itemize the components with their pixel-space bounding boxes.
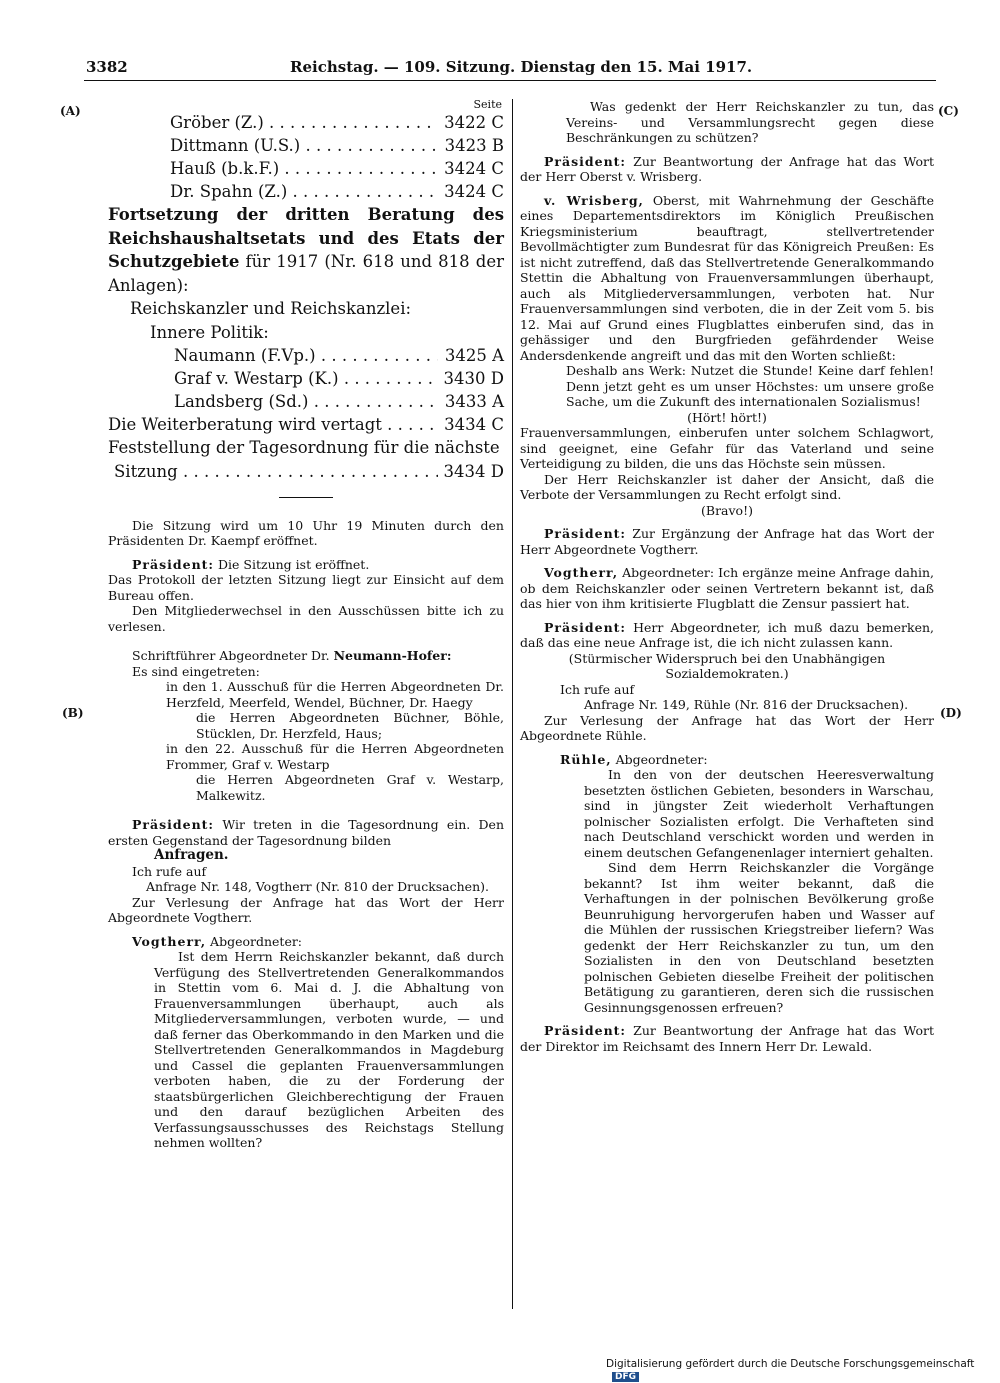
margin-marker-d: (D) [940, 706, 962, 720]
speech-paragraph: Anfrage Nr. 149, Rühle (Nr. 816 der Drucksachen). [584, 697, 909, 712]
toc-innere-politik: Innere Politik: [150, 322, 269, 342]
member-list-line: Es sind eingetreten: [132, 663, 260, 679]
header-rule [84, 80, 936, 81]
speech-paragraph: Ich rufe auf [560, 681, 635, 697]
margin-marker-c: (C) [938, 104, 959, 118]
toc-entry: Hauß (b.k.F.) . . . 3424 C [170, 157, 504, 180]
speech-paragraph: Das Protokoll der letzten Sitzung liegt zur Einsicht auf dem Bureau offen. [108, 572, 504, 603]
speech-paragraph: Anfrage Nr. 148, Vogtherr (Nr. 810 der Drucksachen). [146, 879, 489, 894]
toc-feststellung: Feststellung der Tagesordnung für die nächste [108, 438, 500, 457]
toc-entry: Graf v. Westarp (K.) . . . 3430 D [174, 367, 504, 390]
member-list-line: die Herren Abgeordneten Büchner, Böhle, Stücklen, Dr. Herzfeld, Haus; [196, 710, 504, 741]
speech-paragraph: Frauenversammlungen, einberufen unter solchem Schlagwort, sind geeignet, eine Gefahr für das Vaterland und seine Verteidigung zu bilden, die uns das Höchste sein müssen. [520, 425, 934, 471]
interjection: (Hört! hört!) [687, 409, 767, 425]
quoted-text: Deshalb ans Werk: Nutzet die Stunde! Keine darf fehlen! Denn jetzt geht es um unser Höchstes: um unsere große Sache, um die Zukunft des internationalen Sozialismus! [566, 363, 934, 409]
toc-entry: Landsberg (Sd.) . . . 3433 A [174, 390, 504, 413]
interjection: (Stürmischer Widerspruch bei den Unabhängigen Sozialdemokraten.) [568, 650, 886, 681]
agenda-heading: Anfragen. [154, 847, 229, 863]
footer-credit [606, 1358, 1000, 1382]
speech-paragraph: Zur Verlesung der Anfrage hat das Wort der Herr Abgeordnete Vogtherr. [108, 894, 504, 925]
opening-paragraph: Die Sitzung wird um 10 Uhr 19 Minuten durch den Präsidenten Dr. Kaempf eröffnet. [108, 517, 504, 548]
page-number: 3382 [86, 58, 128, 76]
seite-label: Seite [473, 98, 502, 111]
speech-paragraph: Präsident: Wir treten in die Tagesordnung ein. Den ersten Gegenstand der Tagesordnung bilden [108, 817, 504, 848]
speech-paragraph: Zur Verlesung der Anfrage hat das Wort der Herr Abgeordnete Rühle. [520, 712, 934, 743]
toc-entry: Dittmann (U.S.) . . . 3423 B [170, 134, 504, 157]
toc-entry: Sitzung . . . 3434 D [108, 460, 504, 483]
toc-reichskanzler: Reichskanzler und Reichskanzlei: [130, 299, 412, 318]
left-column [108, 99, 504, 1151]
right-column [520, 99, 934, 1054]
inquiry-text: Sind dem Herrn Reichskanzler die Vorgänge bekannt? Ist ihm weiter bekannt, daß die Verhaftungen in der polnischen Bevölkerung große Beunruhigung hervorgerufen haben und Wasser auf die Mühlen der russischen Kriegstreiber liefern? Was gedenkt der Herr Reichskanzler zu tun, um den Sozialisten in den von Deutschland besetzten polnischen Gebieten dieselbe Freiheit der politischen Betätigung zu garantieren, deren sich die russischen Gesinnungsgenossen erfreuen? [584, 860, 934, 1015]
inquiry-text: Ist dem Herrn Reichskanzler bekannt, daß durch Verfügung des Stellvertretenden Generalkommandos in Stettin vom 6. Mai d. J. die Abhaltung von Frauenversammlungen überhaupt, auch als Mitgliederversammlungen, verboten wurde, — und daß ferner das Oberkommando in den Marken und die Stellvertretenden Generalkommandos in Magdeburg und Cassel die geplanten Frauenversammlungen verboten haben, die zu der Forderung der staatsbürgerlichen Gleichberechtigung der Frauen und den darauf bezüglichen Arbeiten des Verfassungsausschusses des Reichstags Stellung nehmen wollten? [154, 949, 504, 1150]
toc-fortsetzung: Fortsetzung der dritten Beratung des Reichshaushaltsetats und des Etats der Schutzgebiete für 1917 (Nr. 618 und 818 der Anlagen): [108, 205, 504, 295]
running-header: Reichstag. — 109. Sitzung. Dienstag den 15. Mai 1917. [290, 58, 753, 76]
toc-entry: Gröber (Z.) . . . 3422 C [170, 111, 504, 134]
speech-paragraph: Den Mitgliederwechsel in den Ausschüssen bitte ich zu verlesen. [108, 603, 504, 634]
speech-paragraph: Präsident: Die Sitzung ist eröffnet. [132, 556, 370, 572]
member-list-line: in den 22. Ausschuß für die Herren Abgeordneten Frommer, Graf v. Westarp [166, 741, 504, 772]
dfg-logo: DFG [612, 1372, 639, 1382]
inquiry-text: Was gedenkt der Herr Reichskanzler zu tun, das Vereins- und Versammlungsrecht gegen diese Beschränkungen zu schützen? [566, 99, 934, 145]
member-list-line: die Herren Abgeordneten Graf v. Westarp, Malkewitz. [196, 772, 504, 803]
speech-paragraph: Der Herr Reichskanzler ist daher der Ansicht, daß die Verbote der Versammlungen zu Recht erfolgt sind. [520, 471, 934, 502]
speech-paragraph: Präsident: Zur Beantwortung der Anfrage hat das Wort der Herr Oberst v. Wrisberg. [520, 153, 934, 184]
speech-paragraph: Präsident: Zur Beantwortung der Anfrage hat das Wort der Direktor im Reichsamt des Innern Herr Dr. Lewald. [520, 1023, 934, 1054]
speech-paragraph: Ich rufe auf [132, 863, 207, 879]
toc-entry: Dr. Spahn (Z.) . . . 3424 C [170, 180, 504, 203]
column-divider [512, 99, 513, 1309]
member-list-line: in den 1. Ausschuß für die Herren Abgeordneten Dr. Herzfeld, Meerfeld, Wendel, Büchner, Dr. Haegy [166, 679, 504, 710]
speech-paragraph: Schriftführer Abgeordneter Dr. Neumann-Hofer: [132, 648, 452, 663]
speech-paragraph: Rühle, Abgeordneter: [560, 751, 708, 767]
speech-paragraph: v. Wrisberg, Oberst, mit Wahrnehmung der Geschäfte eines Departementsdirektors im Königlich Preußischen Kriegsministerium beauftragt, stellvertretender Bevollmächtigter zum Bundesrat für das Königreich Preußen: Es ist nicht zutreffend, daß das Stellvertretende Generalkommando Stettin die Abhaltung von Frauenversammlungen überhaupt, auch als Mitgliederversammlungen, verboten hat. Nur Frauenversammlungen sind verboten, die in der Zeit vom 5. bis 12. Mai auf Grund eines Flugblattes einberufen sind, das in gehässiger und den Burgfrieden gefährdender Weise Andersdenkende angreift und das mit den Worten schließt: [520, 192, 934, 363]
toc-entry: Naumann (F.Vp.) . . . 3425 A [174, 344, 504, 367]
footer-text: Digitalisierung gefördert durch die Deutsche Forschungsgemeinschaft [606, 1358, 975, 1370]
toc-top-entries [108, 111, 504, 203]
toc-entry: Die Weiterberatung wird vertagt . . . 3434 C [108, 413, 504, 436]
toc-sub-entries [108, 344, 504, 413]
speech-paragraph: Präsident: Herr Abgeordneter, ich muß dazu bemerken, daß das eine neue Anfrage ist, die ich nicht zulassen kann. [520, 619, 934, 650]
speech-paragraph: Vogtherr, Abgeordneter: [132, 933, 303, 949]
section-rule [279, 497, 333, 498]
margin-marker-a: (A) [60, 104, 81, 118]
interjection: (Bravo!) [701, 502, 753, 518]
margin-marker-b: (B) [62, 706, 84, 720]
speech-paragraph: Vogtherr, Abgeordneter: Ich ergänze meine Anfrage dahin, ob dem Reichskanzler oder seinen Vertretern bekannt ist, daß das hier von ihm kritisierte Flugblatt die Zensur passiert hat. [520, 565, 934, 611]
speech-paragraph: Präsident: Zur Ergänzung der Anfrage hat das Wort der Herr Abgeordnete Vogtherr. [520, 526, 934, 557]
inquiry-text: In den von der deutschen Heeresverwaltung besetzten östlichen Gebieten, besonders in Warschau, sind in jüngster Zeit wiederholt Verhaftungen polnischer Sozialisten erfolgt. Die Verhafteten sind nach Deutschland verschickt worden und werden in einem deutschen Gefangenenlager interniert gehalten. [584, 767, 934, 860]
